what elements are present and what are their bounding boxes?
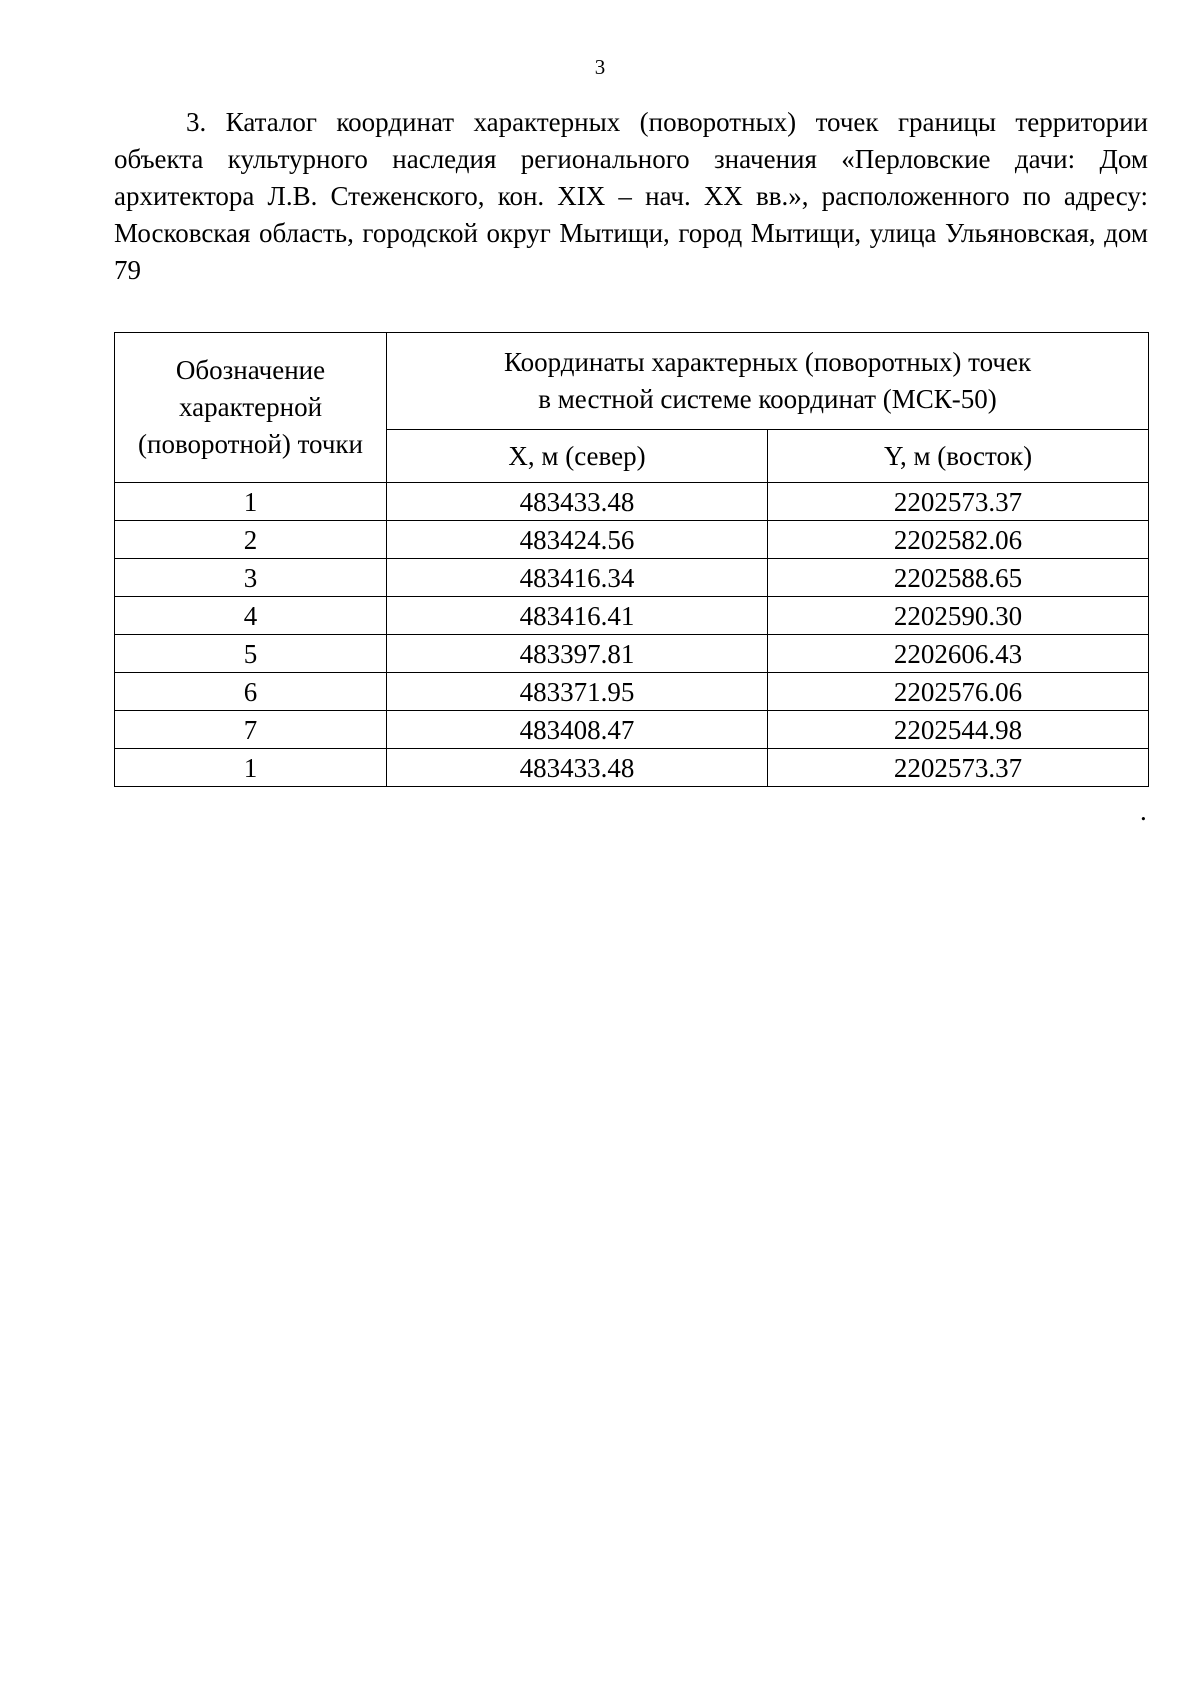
x-coordinate-cell: 483397.81 (387, 635, 768, 673)
y-coordinate-cell: 2202590.30 (768, 597, 1149, 635)
table-row (115, 635, 1149, 673)
y-coordinate-cell: 2202606.43 (768, 635, 1149, 673)
table-body (115, 483, 1149, 787)
x-coordinate-cell: 483424.56 (387, 521, 768, 559)
table-header-row (115, 333, 1149, 430)
header-coordinates-line2: в местной системе координат (МСК-50) (538, 384, 997, 414)
header-coordinates-line1: Координаты характерных (поворотных) точек (503, 347, 1032, 377)
y-coordinate-cell: 2202573.37 (768, 749, 1149, 787)
header-x-north: X, м (север) (387, 430, 768, 483)
table-row (115, 711, 1149, 749)
y-coordinate-cell: 2202582.06 (768, 521, 1149, 559)
y-coordinate-cell: 2202588.65 (768, 559, 1149, 597)
page-number: 3 (594, 55, 606, 79)
trailing-mark: . (1140, 796, 1147, 826)
y-coordinate-cell: 2202576.06 (768, 673, 1149, 711)
table-row (115, 673, 1149, 711)
point-cell: 3 (115, 559, 387, 597)
intro-paragraph: 3. Каталог координат характерных (поворотных) точек границы территории объекта культурного наследия регионального значения «Перловские дачи: Дом архитектора Л.В. Стеженского, кон. XIX – нач. XX вв.», расположенного по адресу: Московская область, городской округ Мытищи, город Мытищи, улица Ульяновская, дом 79 (114, 107, 1148, 285)
header-coordinates-group (387, 333, 1149, 430)
x-coordinate-cell: 483416.41 (387, 597, 768, 635)
y-coordinate-cell: 2202544.98 (768, 711, 1149, 749)
point-cell: 2 (115, 521, 387, 559)
x-coordinate-cell: 483433.48 (387, 483, 768, 521)
x-coordinate-cell: 483408.47 (387, 711, 768, 749)
table-row (115, 521, 1149, 559)
table-row (115, 749, 1149, 787)
table-row (115, 483, 1149, 521)
x-coordinate-cell: 483416.34 (387, 559, 768, 597)
header-y-east: Y, м (восток) (768, 430, 1149, 483)
x-coordinate-cell: 483371.95 (387, 673, 768, 711)
header-point-designation: Обозначение характерной (поворотной) точки (115, 333, 387, 483)
point-cell: 5 (115, 635, 387, 673)
x-coordinate-cell: 483433.48 (387, 749, 768, 787)
point-cell: 1 (115, 483, 387, 521)
point-cell: 6 (115, 673, 387, 711)
table-row (115, 597, 1149, 635)
y-coordinate-cell: 2202573.37 (768, 483, 1149, 521)
point-cell: 1 (115, 749, 387, 787)
table-row (115, 559, 1149, 597)
coordinates-table (114, 332, 1149, 787)
point-cell: 7 (115, 711, 387, 749)
point-cell: 4 (115, 597, 387, 635)
